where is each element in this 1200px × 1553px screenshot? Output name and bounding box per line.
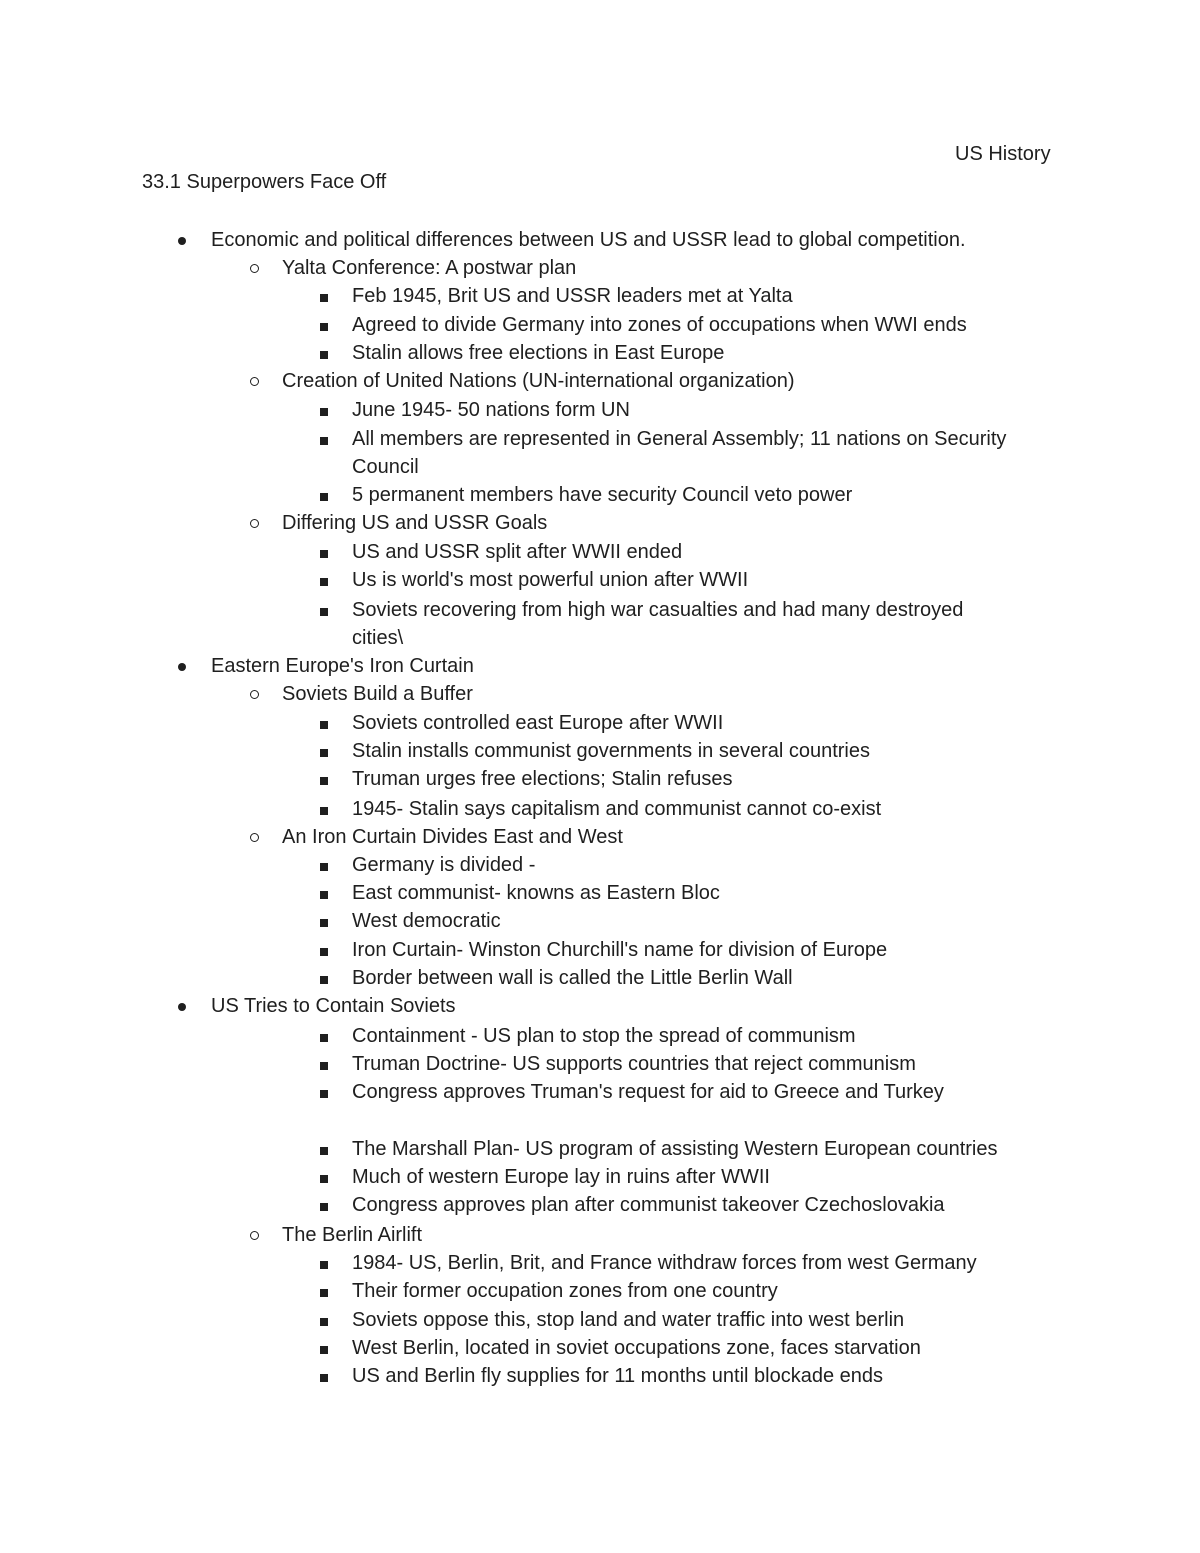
list-item-l3-continuation: Council: [352, 456, 419, 478]
list-item-l3: Congress approves plan after communist takeover Czechoslovakia: [352, 1194, 945, 1216]
list-item-l3: Border between wall is called the Little Berlin Wall: [352, 967, 793, 989]
list-item-l2: Soviets Build a Buffer: [282, 683, 473, 705]
list-item-l3: All members are represented in General Assembly; 11 nations on Security: [352, 428, 1007, 450]
list-item-l3: The Marshall Plan- US program of assisting Western European countries: [352, 1138, 998, 1160]
list-item-l3: Truman Doctrine- US supports countries that reject communism: [352, 1053, 916, 1075]
list-item-l2: An Iron Curtain Divides East and West: [282, 826, 623, 848]
list-item-l3: 1984- US, Berlin, Brit, and France withdraw forces from west Germany: [352, 1252, 977, 1274]
list-item-l3: Stalin installs communist governments in several countries: [352, 740, 870, 762]
list-item-l3: Much of western Europe lay in ruins after WWII: [352, 1166, 770, 1188]
list-item-l3: Their former occupation zones from one country: [352, 1280, 778, 1302]
list-item-l3: Iron Curtain- Winston Churchill's name for division of Europe: [352, 939, 888, 961]
list-item-l2: Creation of United Nations (UN-international organization): [282, 370, 795, 392]
list-item-l3: Germany is divided -: [352, 854, 536, 876]
list-item-l3: West Berlin, located in soviet occupations zone, faces starvation: [352, 1337, 921, 1359]
list-item-l3: Soviets recovering from high war casualties and had many destroyed: [352, 599, 964, 621]
list-item-l3: Congress approves Truman's request for aid to Greece and Turkey: [352, 1081, 944, 1103]
list-item-l3: Soviets oppose this, stop land and water traffic into west berlin: [352, 1309, 905, 1331]
list-item-l3: Feb 1945, Brit US and USSR leaders met at Yalta: [352, 285, 793, 307]
list-item-l2: The Berlin Airlift: [282, 1224, 423, 1246]
list-item-l3: US and USSR split after WWII ended: [352, 541, 683, 563]
list-item-l3: Stalin allows free elections in East Europe: [352, 342, 725, 364]
list-item-l3: Soviets controlled east Europe after WWII: [352, 712, 724, 734]
list-item-l3: Containment - US plan to stop the spread of communism: [352, 1025, 856, 1047]
list-item-l3: Truman urges free elections; Stalin refuses: [352, 768, 733, 790]
list-item-l3: June 1945- 50 nations form UN: [352, 399, 630, 421]
list-item-l3: 5 permanent members have security Council veto power: [352, 484, 853, 506]
list-item-l1: Economic and political differences between US and USSR lead to global competition.: [211, 229, 966, 251]
list-item-l3: East communist- knowns as Eastern Bloc: [352, 882, 720, 904]
list-item-l3: Agreed to divide Germany into zones of occupations when WWI ends: [352, 314, 967, 336]
list-item-l3: Us is world's most powerful union after WWII: [352, 569, 749, 591]
list-item-l3-continuation: cities\: [352, 627, 404, 649]
list-item-l3: US and Berlin fly supplies for 11 months until blockade ends: [352, 1365, 884, 1387]
list-item-l1: Eastern Europe's Iron Curtain: [211, 655, 474, 677]
list-item-l3: 1945- Stalin says capitalism and communist cannot co-exist: [352, 798, 882, 820]
course-title: US History: [955, 143, 1051, 165]
list-item-l2: Yalta Conference: A postwar plan: [282, 257, 577, 279]
list-item-l1: US Tries to Contain Soviets: [211, 995, 456, 1017]
list-item-l3: West democratic: [352, 910, 501, 932]
section-title: 33.1 Superpowers Face Off: [142, 171, 387, 193]
list-item-l2: Differing US and USSR Goals: [282, 512, 548, 534]
